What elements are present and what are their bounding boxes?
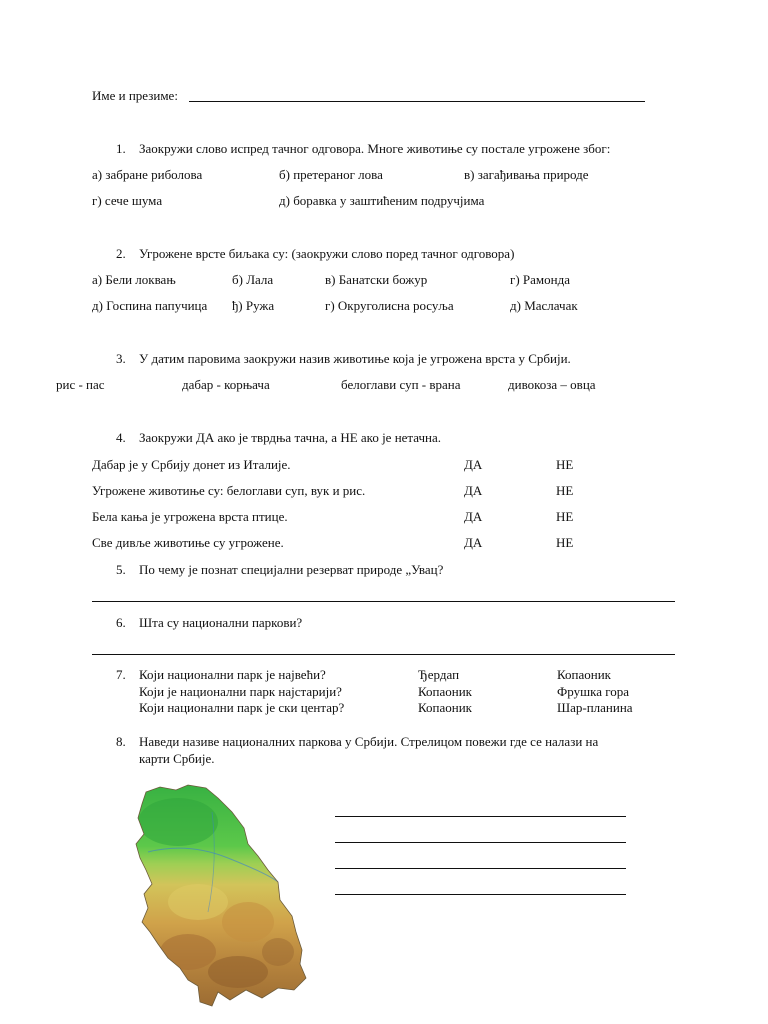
q7-answer-3b[interactable]: Шар-планина (557, 700, 633, 715)
q3-text: У датим паровима заокружи назив животиње која је угрожена врста у Србији. (139, 351, 571, 366)
q3-pair-2[interactable]: дабар - корњача (182, 377, 270, 392)
q2-option-2[interactable]: б) Лала (232, 272, 274, 287)
q1-text: Заокружи слово испред тачног одговора. Многе животиње су постале угрожене због: (139, 141, 611, 156)
q8-answer-line-3[interactable] (335, 868, 626, 869)
q7-answer-3a[interactable]: Копаоник (418, 700, 472, 715)
q3-pair-4[interactable]: дивокоза – овца (508, 377, 596, 392)
q4-text: Заокружи ДА ако је тврдња тачна, а НЕ ако је нетачна. (139, 430, 442, 445)
q7-answer-2a[interactable]: Копаоник (418, 684, 472, 699)
q4-statement-1: Дабар је у Србију донет из Италије. (92, 457, 291, 472)
name-answer-line[interactable] (189, 101, 645, 102)
q4-statement-3: Бела кања је угрожена врста птице. (92, 509, 288, 524)
name-label: Име и презиме: (92, 88, 178, 103)
q5-number: 5. (116, 562, 126, 577)
q6-answer-line[interactable] (92, 654, 675, 655)
q4-yes-2[interactable]: ДА (464, 483, 483, 498)
q8-number: 8. (116, 734, 126, 749)
q2-option-3[interactable]: в) Банатски божур (325, 272, 428, 287)
q2-option-4[interactable]: г) Рамонда (510, 272, 570, 287)
q4-no-4[interactable]: НЕ (556, 535, 574, 550)
q4-yes-4[interactable]: ДА (464, 535, 483, 550)
q2-text: Угрожене врсте биљака су: (заокружи слово поред тачног одговора) (139, 246, 515, 261)
q6-number: 6. (116, 615, 126, 630)
q2-option-1[interactable]: а) Бели локвањ (92, 272, 176, 287)
q8-answer-line-4[interactable] (335, 894, 626, 895)
q8-answer-line-1[interactable] (335, 816, 626, 817)
q4-yes-1[interactable]: ДА (464, 457, 483, 472)
q2-option-7[interactable]: г) Округолисна росуља (325, 298, 454, 313)
q4-statement-2: Угрожене животиње су: белоглави суп, вук и рис. (92, 483, 366, 498)
q3-pair-3[interactable]: белоглави суп - врана (341, 377, 461, 392)
q3-number: 3. (116, 351, 126, 366)
serbia-relief-map (128, 782, 313, 1010)
q5-text: По чему је познат специјални резерват природе „Увац? (139, 562, 444, 577)
q8-answer-line-2[interactable] (335, 842, 626, 843)
q7-question-3: Који национални парк је ски центар? (139, 700, 345, 715)
q4-no-2[interactable]: НЕ (556, 483, 574, 498)
q1-option-g[interactable]: г) сече шума (92, 193, 163, 208)
q5-answer-line[interactable] (92, 601, 675, 602)
q2-option-6[interactable]: ђ) Ружа (232, 298, 275, 313)
q7-question-2: Који је национални парк најстарији? (139, 684, 342, 699)
q7-question-1: Који национални парк је највећи? (139, 667, 326, 682)
q1-number: 1. (116, 141, 126, 156)
q8-text-line-2: карти Србије. (139, 751, 215, 766)
q8-text-line-1: Наведи називе националних паркова у Србији. Стрелицом повежи где се налази на (139, 734, 599, 749)
q7-number: 7. (116, 667, 126, 682)
q4-number: 4. (116, 430, 126, 445)
q2-option-5[interactable]: д) Госпина папучица (92, 298, 208, 313)
q1-option-b[interactable]: б) претераног лова (279, 167, 383, 182)
q7-answer-2b[interactable]: Фрушка гора (557, 684, 630, 699)
q4-no-3[interactable]: НЕ (556, 509, 574, 524)
q1-option-a[interactable]: а) забране риболова (92, 167, 203, 182)
q3-pair-1[interactable]: рис - пас (56, 377, 105, 392)
q6-text: Шта су национални паркови? (139, 615, 303, 630)
q2-option-8[interactable]: д) Маслачак (510, 298, 578, 313)
q7-answer-1a[interactable]: Ђердап (418, 667, 460, 682)
q4-yes-3[interactable]: ДА (464, 509, 483, 524)
q2-number: 2. (116, 246, 126, 261)
q1-option-d[interactable]: д) боравка у заштићеним подручјима (279, 193, 485, 208)
q7-answer-1b[interactable]: Копаоник (557, 667, 611, 682)
q4-statement-4: Све дивље животиње су угрожене. (92, 535, 284, 550)
q1-option-v[interactable]: в) загађивања природе (464, 167, 589, 182)
q4-no-1[interactable]: НЕ (556, 457, 574, 472)
